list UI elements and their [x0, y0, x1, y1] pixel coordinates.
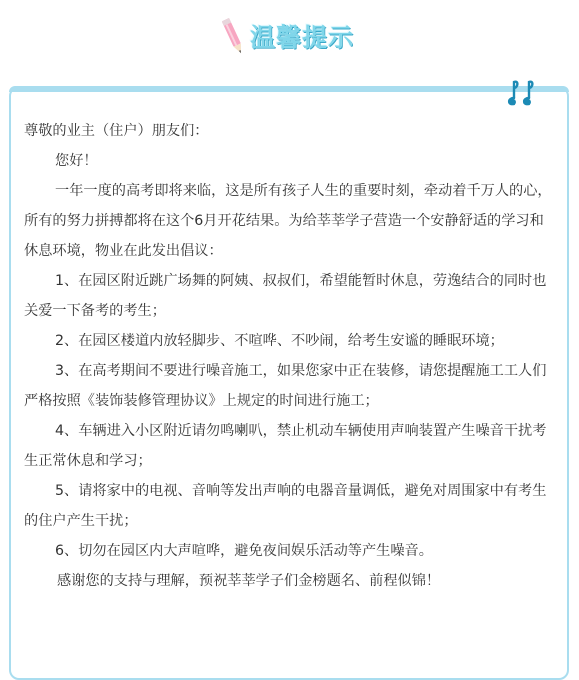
card-top-border	[9, 86, 569, 92]
salutation: 尊敬的业主（住户）朋友们：	[24, 123, 209, 139]
intro-paragraph: 一年一度的高考即将来临，这是所有孩子人生的重要时刻，牵动着千万人的心，所有的努力拼搏都将在这个6月开花结果。为给莘莘学子营造一个安静舒适的学习和休息环境，物业在此发出倡议：	[24, 183, 552, 259]
header	[0, 0, 579, 84]
notice-content	[24, 116, 552, 596]
list-item: 5、请将家中的电视、音响等发出声响的电器音量调低，避免对周围家中有考生的住户产生干扰；	[24, 483, 547, 529]
pencil-icon	[222, 14, 244, 58]
list-item: 3、在高考期间不要进行噪音施工，如果您家中正在装修，请您提醒施工工人们严格按照《装饰装修管理协议》上规定的时间进行施工；	[24, 363, 547, 409]
list-item: 1、在园区附近跳广场舞的阿姨、叔叔们，希望能暂时休息，劳逸结合的同时也关爱一下备考的考生；	[24, 273, 547, 319]
page-title: 温馨提示	[250, 23, 355, 52]
list-item: 4、车辆进入小区附近请勿鸣喇叭，禁止机动车辆使用声响装置产生噪音干扰考生正常休息和学习；	[24, 423, 547, 469]
music-notes-icon	[505, 74, 539, 110]
list-item: 6、切勿在园区内大声喧哗，避免夜间娱乐活动等产生噪音。	[55, 543, 433, 559]
closing-line: 感谢您的支持与理解，预祝莘莘学子们金榜题名、前程似锦！	[57, 573, 441, 589]
greeting: 您好！	[55, 153, 98, 169]
list-item: 2、在园区楼道内放轻脚步、不喧哗、不吵闹，给考生安谧的睡眠环境；	[55, 333, 504, 349]
